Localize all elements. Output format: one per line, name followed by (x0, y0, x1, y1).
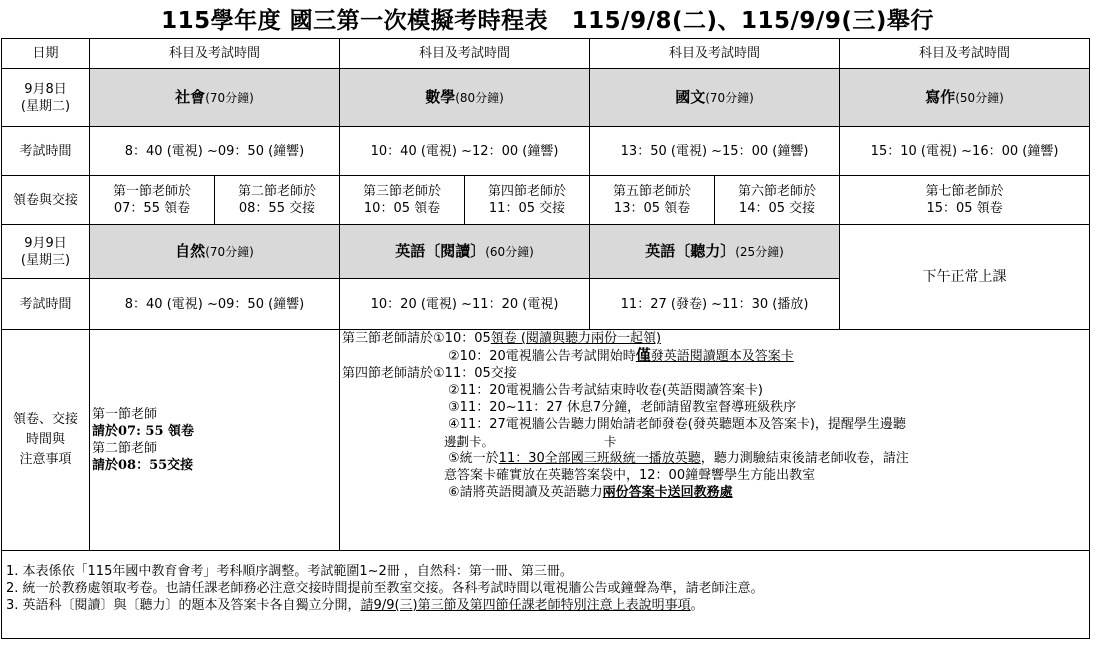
note-line (342, 330, 1089, 347)
day2-subject-row (2, 225, 1090, 279)
note-text: 第三節老師請於①10：05 (342, 331, 491, 346)
handover-line1: 第五節老師於 (613, 184, 692, 199)
note-line (342, 347, 1089, 365)
footer-note-1: 1. 本表係依「115年國中教育會考」考科順序調整。考試範圍1~2冊 ，自然科：第一冊、第三冊。 (6, 564, 573, 579)
notes-left-line: 請於08：55交接 (92, 458, 194, 473)
subject-name: 英語〔聽力〕 (645, 241, 736, 260)
subject-cell-english-reading (340, 225, 590, 279)
subject-name: 數學 (425, 87, 456, 106)
subject-cell-math (340, 69, 590, 127)
note-text: ②10：20電視牆公告考試開始時 (448, 349, 636, 364)
handover-cell (90, 176, 215, 225)
handover-cell (590, 176, 715, 225)
note-text: ⑥請將英語閱讀及英語聽力 (448, 485, 603, 500)
footer-row (2, 551, 1090, 639)
handover-line2: 13：05 領卷 (613, 201, 691, 216)
handover-cell (715, 176, 840, 225)
notes-left-cell (90, 330, 340, 551)
schedule-table (1, 38, 1090, 639)
header-row (2, 39, 1090, 69)
handover-line2: 14：05 交接 (738, 201, 816, 216)
handover-line1: 第三節老師於 (363, 184, 442, 199)
subject-name: 國文 (675, 87, 706, 106)
day2-date-cell (2, 225, 90, 279)
subject-cell-science (90, 225, 340, 279)
subject-minutes: (50分鐘) (955, 90, 1004, 105)
day1-date-cell (2, 69, 90, 127)
handover-label: 領卷與交接 (2, 176, 90, 225)
subject-col-header-1: 科目及考試時間 (90, 39, 340, 69)
subject-name: 社會 (175, 87, 206, 106)
day1-weekday: (星期二) (20, 98, 71, 114)
note-underline: 11：30全部國三班級統一播放英聽 (498, 451, 701, 466)
handover-line1: 第七節老師於 (925, 184, 1004, 199)
note-line: ③11：20~11：27 休息7分鐘，老師請留教室督導班級秩序 (448, 400, 797, 415)
time-cell: 10：40 (電視) ~12：00 (鐘響) (340, 127, 590, 176)
handover-line1: 第四節老師於 (488, 184, 567, 199)
time-label: 考試時間 (2, 279, 90, 330)
notes-label-line: 注意事項 (19, 452, 72, 467)
subject-minutes: (60分鐘) (485, 244, 534, 259)
notes-right-cell (340, 330, 1090, 551)
notes-label-line: 領卷、交接 (12, 412, 78, 427)
note-emphasis: 僅 (635, 346, 651, 364)
note-text: ⑤統一於 (448, 451, 499, 466)
day1-handover-row (2, 176, 1090, 225)
note-underline: 兩份答案卡送回教務處 (602, 485, 733, 500)
notes-label-line: 時間與 (25, 432, 65, 447)
subject-col-header-2: 科目及考試時間 (340, 39, 590, 69)
time-cell: 13：50 (電視) ~15：00 (鐘響) (590, 127, 840, 176)
subject-name: 寫作 (925, 87, 956, 106)
note-line (342, 450, 1089, 467)
handover-line1: 第一節老師於 (112, 184, 191, 199)
handover-cell (465, 176, 590, 225)
note-line: ④11：27電視牆公告聽力開始請老師發卷(發英聽題本及答案卡)，提醒學生邊聽 (448, 417, 906, 432)
note-underline: 發英語閱讀題本及答案卡 (650, 349, 794, 364)
note-line (342, 484, 1089, 501)
page-title: 115學年度 國三第一次模擬考時程表 115/9/8(二)、115/9/9(三)舉行 (161, 8, 934, 34)
footer-note-3 (6, 597, 1089, 614)
day1-subject-row (2, 69, 1090, 127)
subject-minutes: (70分鐘) (205, 90, 254, 105)
subject-name: 英語〔閱讀〕 (395, 241, 486, 260)
subject-cell-social (90, 69, 340, 127)
handover-line2: 07：55 領卷 (113, 201, 191, 216)
subject-name: 自然 (175, 241, 206, 260)
handover-line2: 15：05 領卷 (926, 201, 1003, 216)
time-label: 考試時間 (2, 127, 90, 176)
afternoon-cell: 下午正常上課 (840, 225, 1090, 330)
time-cell: 10：20 (電視) ~11：20 (電視) (340, 279, 590, 330)
time-cell: 8：40 (電視) ~09：50 (鐘響) (90, 127, 340, 176)
day2-date: 9月9日 (24, 235, 67, 251)
notes-left-line: 第二節老師 (92, 441, 158, 456)
handover-cell (840, 176, 1090, 225)
date-col-header: 日期 (2, 39, 90, 69)
note-text: 卡 (604, 434, 617, 449)
footer-note-2: 2. 統一於教務處領取考卷。也請任課老師務必注意交接時間提前至教室交接。各科考試時間以電視牆公告或鐘聲為準，請老師注意。 (6, 581, 764, 596)
handover-line2: 10：05 領卷 (363, 201, 441, 216)
notes-row (2, 330, 1090, 551)
note-text: 邊劃卡。 (444, 434, 495, 449)
subject-minutes: (80分鐘) (455, 90, 504, 105)
note-text: ，聽力測驗結束後請老師收卷，請注 (700, 451, 909, 466)
subject-cell-english-listening (590, 225, 840, 279)
day1-date: 9月8日 (24, 81, 67, 97)
time-cell: 8：40 (電視) ~09：50 (鐘響) (90, 279, 340, 330)
subject-minutes: (70分鐘) (705, 90, 754, 105)
subject-minutes: (25分鐘) (735, 244, 784, 259)
notes-left-line: 請於07: 55 領卷 (92, 424, 195, 439)
handover-line2: 08：55 交接 (238, 201, 316, 216)
note-underline: 請9/9(三)第三節及第四節任課老師特別注意上表說明事項 (360, 598, 691, 613)
subject-minutes: (70分鐘) (205, 244, 254, 259)
subject-col-header-4: 科目及考試時間 (840, 39, 1090, 69)
time-cell: 11：27 (發卷) ~11：30 (播放) (590, 279, 840, 330)
day1-time-row (2, 127, 1090, 176)
subject-cell-writing (840, 69, 1090, 127)
notes-label-cell (2, 330, 90, 551)
note-line: 第四節老師請於①11：05交接 (342, 366, 517, 381)
note-text: 。 (690, 598, 704, 613)
time-cell: 15：10 (電視) ~16：00 (鐘響) (840, 127, 1090, 176)
handover-line1: 第六節老師於 (738, 184, 817, 199)
handover-cell (340, 176, 465, 225)
note-line: ②11：20電視牆公告考試結束時收卷(英語閱讀答案卡) (448, 383, 763, 398)
subject-col-header-3: 科目及考試時間 (590, 39, 840, 69)
note-underline: 領卷 (閱讀與聽力兩份一起領) (490, 331, 662, 346)
day2-weekday: (星期三) (20, 252, 71, 268)
handover-line2: 11：05 交接 (488, 201, 566, 216)
note-line (342, 433, 1089, 450)
notes-left-line: 第一節老師 (92, 407, 158, 422)
handover-cell (215, 176, 340, 225)
subject-cell-chinese (590, 69, 840, 127)
footer-notes (2, 551, 1090, 639)
note-text: 3. 英語科〔閱讀〕與〔聽力〕的題本及答案卡各自獨立分開， (6, 598, 361, 613)
note-line: 意答案卡確實放在英聽答案袋中，12：00鐘聲響學生方能出教室 (444, 468, 816, 483)
handover-line1: 第二節老師於 (238, 184, 317, 199)
